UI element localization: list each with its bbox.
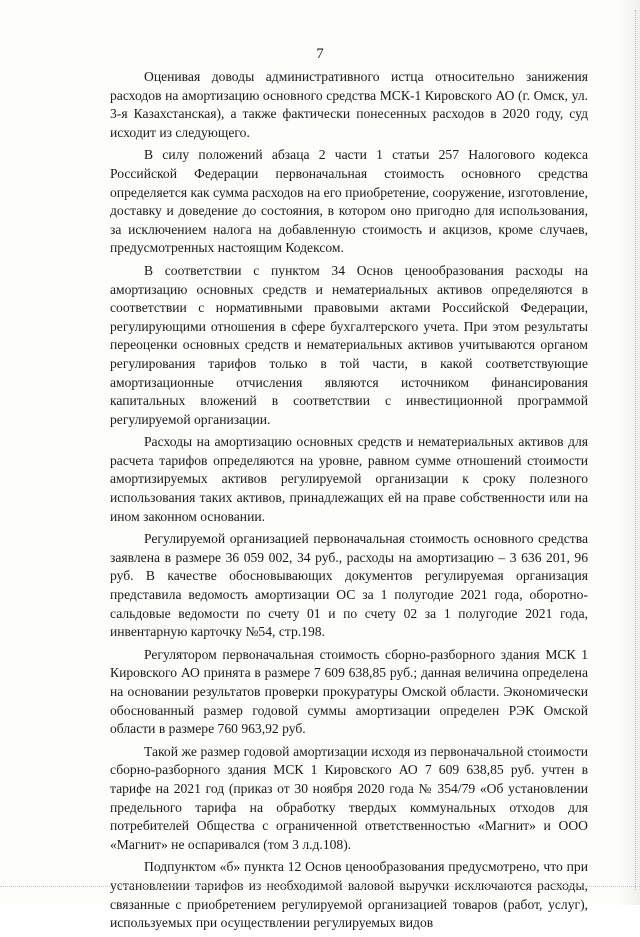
paragraph-3: В соответствии с пунктом 34 Основ ценообразования расходы на амортизацию основных средств и нематериальных активов определяются в соответствии с нормативными правовыми актами Российской Федерации, регулирующими отношения в сфере бухгалтерского учета. При этом результаты переоценки основных средств и нематериальных активов учитываются органом регулирования тарифов только в той части, в какой соответствующие амортизационные отчисления являются источником финансирования капитальных вложений в соответствии с инвестиционной программой регулируемой организации. [110, 262, 588, 427]
paragraph-5: Регулируемой организацией первоначальная стоимость основного средства заявлена в размере 36 059 002, 34 руб., расходы на амортизацию – 3 636 201, 96 руб. В качестве обосновывающих документов регулируемая организация представила ведомость амортизации ОС за 1 полугодие 2021 года, оборотно-сальдовые ведомости по счету 01 и по счету 02 за 1 полугодие 2021 года, инвентарную карточку №54, стр.198. [110, 531, 588, 640]
paragraph-7: Такой же размер годовой амортизации исходя из первоначальной стоимости сборно-разборного здания МСК 1 Кировского АО 7 609 638,85 руб. учтен в тарифе на 2021 год (приказ от 30 ноября 2020 года № 354/79 «Об установлении предельного тарифа на обработку твердых коммунальных отходов для потребителей Общества с ограниченной ответственностью «Магнит» и ООО «Магнит» не оспаривался (том 3 л.д.108). [110, 743, 588, 852]
scan-bottom-line [0, 886, 640, 887]
paragraph-6: Регулятором первоначальная стоимость сборно-разборного здания МСК 1 Кировского АО принята в размере 7 609 638,85 руб.; данная величина определена на основании результатов проверки прокуратуры Омской области. Экономически обоснованный размер годовой суммы амортизации определен РЭК Омской области в размере 760 963,92 руб. [110, 646, 588, 737]
page-number: 7 [316, 46, 324, 62]
document-body [110, 68, 588, 937]
paragraph-1: Оценивая доводы административного истца относительно занижения расходов на амортизацию основного средства МСК-1 Кировского АО (г. Омск, ул. 3-я Казахстанская), а также фактически понесенных расходов в 2020 году, суд исходит из следующего. [110, 69, 588, 140]
paragraph-4: Расходы на амортизацию основных средств и нематериальных активов для расчета тарифов определяются на уровне, равном сумме отношений стоимости амортизируемых активов регулируемой организации к сроку полезного использования таких активов, принадлежащих ей на праве собственности или на ином законном основании. [110, 434, 588, 524]
paragraph-8: Подпунктом «б» пункта 12 Основ ценообразования предусмотрено, что при установлении тарифов из необходимой валовой выручки исключаются расходы, связанные с приобретением регулируемой организацией товаров (работ, услуг), используемых при осуществлении регулируемых видов [110, 859, 588, 931]
paragraph-2: В силу положений абзаца 2 части 1 статьи 257 Налогового кодекса Российской Федерации первоначальная стоимость основного средства определяется как сумма расходов на его приобретение, сооружение, изготовление, доставку и доведение до состояния, в котором оно пригодно для использования, за исключением налога на добавленную стоимость и акцизов, кроме случаев, предусмотренных настоящим Кодексом. [110, 147, 588, 256]
scan-edge-marks [625, 10, 636, 890]
